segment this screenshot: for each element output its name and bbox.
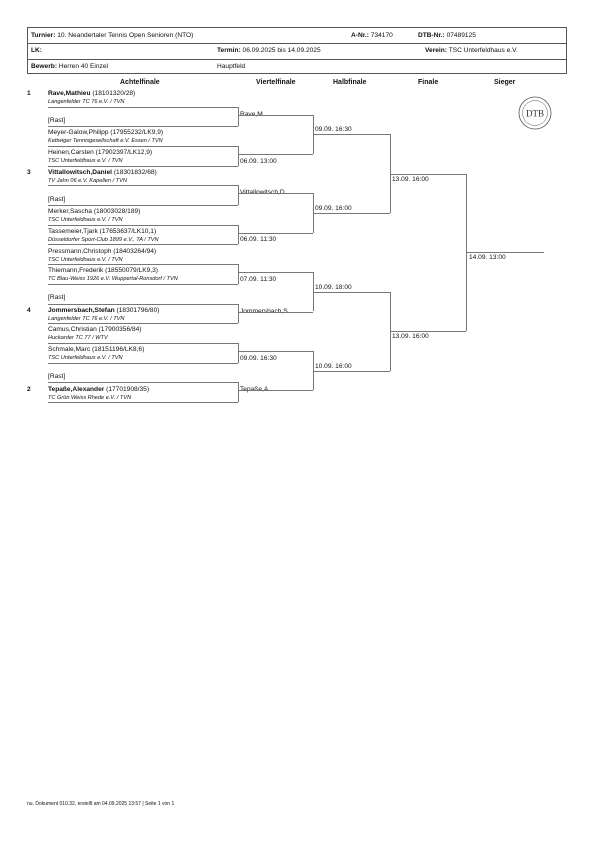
- bracket-line: [238, 185, 239, 205]
- qf-time: 06.09. 11:30: [240, 236, 277, 244]
- bracket-line: [313, 134, 390, 135]
- bracket-line: [48, 363, 238, 364]
- player-surname: Pressmann,Christoph: [48, 247, 112, 255]
- player-id: (17900356/84): [96, 326, 142, 334]
- bracket-line: [238, 343, 239, 363]
- bracket-line: [313, 371, 390, 372]
- player-id: (18301832/68): [112, 168, 157, 176]
- player-surname: Meyer-Galow,Philipp: [48, 129, 109, 137]
- player-name: [48, 129, 163, 136]
- player-id: (17902397/LK12,9): [93, 149, 153, 157]
- bracket-line: [48, 304, 238, 305]
- bracket-line: [238, 107, 239, 127]
- sf-time: 09.09. 16:30: [315, 126, 352, 134]
- player-club: Langenfelder TC 76 e.V. / TVN: [48, 315, 125, 322]
- qf-time: 06.09. 13:00: [240, 157, 277, 165]
- player-id: (17653637/LK10,1): [97, 227, 157, 235]
- qf-winner: Vittallowitsch,D.: [240, 189, 287, 197]
- bracket-line: [390, 331, 466, 332]
- player-club: TC Grün Weiss Rhede e.V. / TVN: [48, 394, 132, 401]
- bracket-line: [48, 382, 238, 383]
- bracket-line: [48, 166, 238, 167]
- bracket-line: [313, 292, 390, 293]
- player-name: [48, 149, 152, 156]
- bracket-line: [238, 154, 313, 155]
- dtb-logo-icon: [518, 96, 552, 130]
- bracket-line: [48, 205, 238, 206]
- player-name: [48, 326, 141, 333]
- feld-field: Hauptfeld: [217, 63, 246, 70]
- player-surname: Tepaße,Alexander: [48, 385, 105, 393]
- logo-text: DTB: [526, 108, 544, 119]
- player-surname: Merker,Sascha: [48, 208, 92, 216]
- bye-slot: [Rast]: [48, 116, 66, 124]
- player-id: (18403264/94): [111, 247, 157, 255]
- header-divider: [28, 59, 566, 60]
- bracket-line: [48, 402, 238, 403]
- column-finale: Finale: [418, 79, 439, 86]
- bracket-line: [238, 351, 313, 352]
- player-club: TSC Unterfeldhaus e.V. / TVN: [48, 256, 123, 263]
- seed-number: 1: [27, 90, 31, 97]
- bracket-line: [238, 390, 313, 391]
- player-club: TSC Unterfeldhaus e.V. / TVN: [48, 217, 123, 224]
- bye-slot: [Rast]: [48, 372, 66, 380]
- bracket-line: [48, 343, 238, 344]
- player-name: [48, 307, 159, 314]
- footer-note: nu. Dokument 010.32, erstellt am 04.09.2025 13:57 | Seite 1 von 1: [27, 801, 175, 807]
- player-surname: Rave,Mathieu: [48, 90, 91, 97]
- tournament-info-box: [27, 27, 567, 74]
- bracket-line: [238, 225, 239, 245]
- bracket-line: [48, 244, 238, 245]
- bracket-line: [313, 213, 390, 214]
- qf-time: 09.09. 16:30: [240, 354, 277, 362]
- bracket-line: [48, 185, 238, 186]
- player-id: (18550079/LK9,3): [103, 267, 158, 275]
- player-surname: Tassemeier,Tjark: [48, 227, 98, 235]
- bracket-line: [238, 264, 239, 284]
- player-name: [48, 169, 157, 176]
- player-surname: Thiemann,Frederik: [48, 267, 104, 275]
- player-club: Huckarder TC 77 / WTV: [48, 335, 108, 342]
- termin-field: Termin: 06.09.2025 bis 14.09.2025: [217, 47, 321, 54]
- player-club: TV Jahn 06 e.V. Kapellen / TVN: [48, 177, 127, 184]
- bracket-line: [238, 304, 239, 324]
- bracket-line: [48, 264, 238, 265]
- bracket-line: [238, 115, 313, 116]
- player-name: [48, 228, 156, 235]
- player-club: TSC Unterfeldhaus e.V. / TVN: [48, 355, 123, 362]
- player-surname: Schmale,Marc: [48, 346, 91, 354]
- column-achtelfinale: Achtelfinale: [120, 79, 160, 86]
- player-club: Kettwiger Tennisgesellschaft e.V. Essen / TVN: [48, 138, 163, 145]
- bracket-line: [48, 225, 238, 226]
- seed-number: 2: [27, 385, 31, 393]
- lk-field: LK:: [31, 47, 42, 54]
- winner-time: 14.09. 13:00: [469, 254, 506, 262]
- header-divider: [28, 43, 566, 44]
- player-club: TC Blau-Weiss 1926 e.V. Wuppertal-Ronsdorf / TVN: [48, 276, 178, 283]
- bracket-line: [238, 233, 313, 234]
- turnier-field: Turnier: 10. Neandertaler Tennis Open Senioren (NTO): [31, 32, 194, 39]
- sf-time: 09.09. 16:00: [315, 205, 352, 212]
- seed-number: 3: [27, 168, 31, 176]
- final-time: 13.09. 16:00: [392, 175, 429, 183]
- bye-slot: [Rast]: [48, 294, 66, 301]
- bracket-line: [48, 146, 238, 147]
- player-surname: Camus,Christian: [48, 326, 97, 334]
- bracket-line: [466, 252, 544, 253]
- seed-number: 4: [27, 306, 31, 314]
- verein-field: Verein: TSC Unterfeldhaus e.V.: [425, 47, 518, 54]
- player-id: (18101320/28): [90, 90, 136, 97]
- player-id: (18151196/LK8,6): [90, 346, 145, 354]
- player-id: (18301796/80): [114, 306, 160, 314]
- player-name: [48, 386, 149, 393]
- bracket-line: [238, 146, 239, 166]
- qf-winner: Tepaße,A.: [240, 386, 271, 394]
- player-id: (17701908/35): [104, 385, 150, 393]
- player-name: [48, 248, 156, 255]
- player-id: (18003028/189): [91, 208, 141, 216]
- bracket-line: [48, 126, 238, 127]
- qf-time: 07.09. 11:30: [240, 275, 277, 283]
- player-surname: Jommersbach,Stefan: [48, 306, 115, 314]
- bracket-line: [390, 174, 466, 175]
- sf-time: 10.09. 18:00: [315, 283, 352, 291]
- player-surname: Vittallowitsch,Daniel: [48, 168, 112, 176]
- player-name: [48, 208, 140, 215]
- bracket-line: [48, 107, 238, 108]
- column-halbfinale: Halbfinale: [333, 79, 367, 86]
- bewerb-field: Bewerb: Herren 40 Einzel: [31, 63, 108, 70]
- bracket-line: [238, 312, 313, 313]
- bracket-line: [238, 193, 313, 194]
- column-viertelfinale: Viertelfinale: [256, 79, 296, 86]
- sf-time: 10.09. 16:00: [315, 362, 352, 370]
- bracket-line: [48, 323, 238, 324]
- player-club: Langenfelder TC 76 e.V. / TVN: [48, 99, 125, 105]
- dtb-nr-field: DTB-Nr.: 07489125: [418, 32, 476, 39]
- player-name: [48, 90, 135, 97]
- player-club: TSC Unterfeldhaus e.V. / TVN: [48, 158, 123, 165]
- bracket-line: [48, 284, 238, 285]
- player-club: Düsseldorfer Sport-Club 1899 e.V., TA / TVN: [48, 236, 159, 243]
- column-sieger: Sieger: [494, 79, 516, 86]
- player-name: [48, 267, 158, 274]
- player-surname: Heinen,Carsten: [48, 149, 94, 157]
- qf-winner: Rave,M.: [240, 110, 265, 118]
- qf-winner: Jommersbach,S.: [240, 307, 290, 315]
- player-id: (17955232/LK9,9): [108, 129, 164, 137]
- bracket-line: [238, 382, 239, 402]
- player-name: [48, 346, 144, 353]
- bye-slot: [Rast]: [48, 195, 66, 203]
- bracket-line: [238, 272, 313, 273]
- final-time: 13.09. 16:00: [392, 333, 429, 341]
- anr-field: A-Nr.: 734170: [351, 32, 393, 39]
